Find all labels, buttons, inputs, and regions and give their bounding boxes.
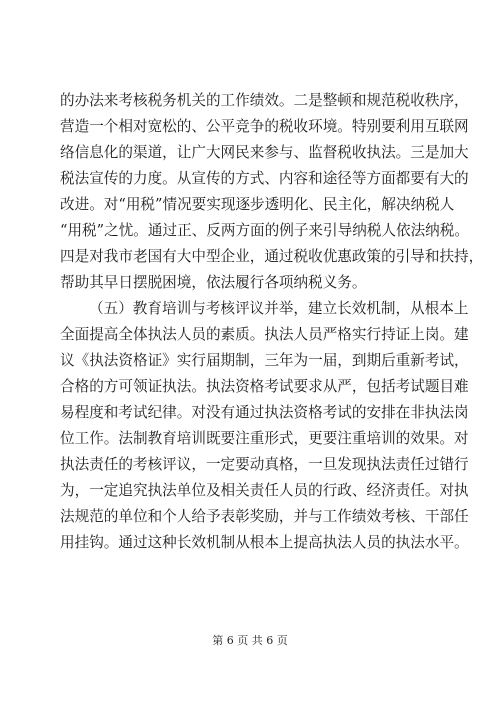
text-line: 法规范的单位和个人给予表彰奖励，并与工作绩效考核、干部任 [60, 508, 469, 525]
text-line: 全面提高全体执法人员的素质。执法人员严格实行持证上岗。建 [60, 326, 469, 343]
text-line: 改进。对“用税”情况要实现逐步透明化、民主化，解决纳税人 [60, 196, 455, 213]
text-line: 的办法来考核税务机关的工作绩效。二是整顿和规范税收秩序， [60, 92, 469, 109]
text-line: 易程度和考试纪律。对没有通过执法资格考试的安排在非执法岗 [60, 404, 469, 421]
page-number-footer: 第 6 页 共 6 页 [212, 634, 288, 647]
text-line: 营造一个相对宽松的、公平竞争的税收环境。特别要利用互联网 [60, 118, 469, 135]
text-line: 议《执法资格证》实行届期制，三年为一届，到期后重新考试， [60, 352, 469, 369]
text-line: 为，一定追究执法单位及相关责任人员的行政、经济责任。对执 [60, 482, 469, 499]
document-body [60, 88, 484, 556]
text-line: “用税”之忧。通过正、反两方面的例子来引导纳税人依法纳税。 [60, 222, 469, 239]
text-line: 用挂钩。通过这种长效机制从根本上提高执法人员的执法水平。 [60, 534, 469, 551]
text-line: 税法宣传的力度。从宣传的方式、内容和途径等方面都要有大的 [60, 170, 469, 187]
text-line: 四是对我市老国有大中型企业，通过税收优惠政策的引导和扶持， [60, 248, 484, 265]
text-line: 执法责任的考核评议，一定要动真格，一旦发现执法责任过错行 [60, 456, 469, 473]
paragraph-start-line: （五）教育培训与考核评议并举，建立长效机制，从根本上 [89, 300, 469, 317]
text-line: 络信息化的渠道，让广大网民来参与、监督税收执法。三是加大 [60, 144, 469, 161]
text-line: 合格的方可领证执法。执法资格考试要求从严，包括考试题目难 [60, 378, 469, 395]
text-line: 位工作。法制教育培训既要注重形式，更要注重培训的效果。对 [60, 430, 469, 447]
text-line: 帮助其早日摆脱困境，依法履行各项纳税义务。 [60, 274, 367, 291]
